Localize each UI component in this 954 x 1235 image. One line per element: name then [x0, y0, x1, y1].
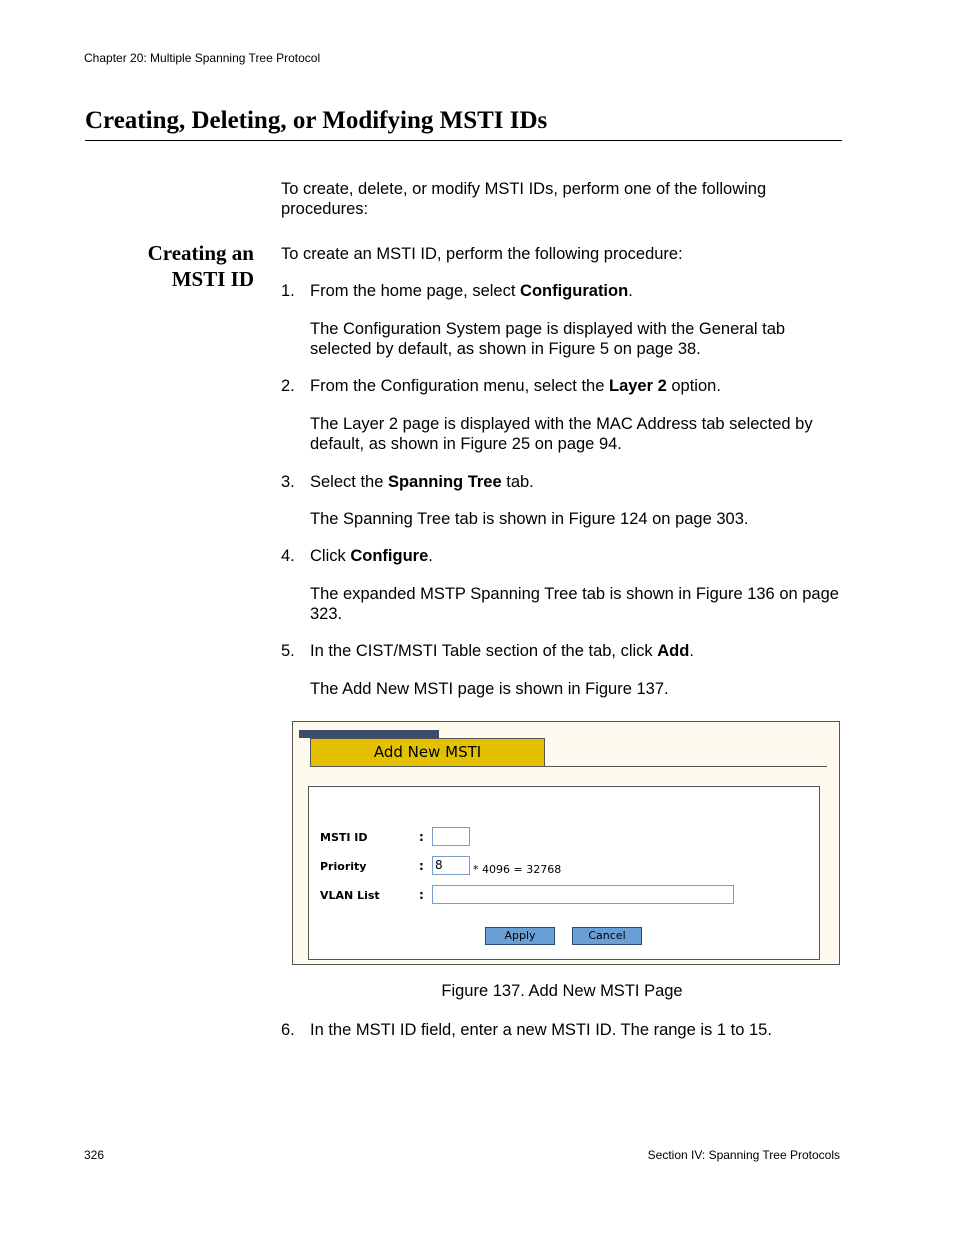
step-number: 3.: [281, 473, 295, 491]
priority-input[interactable]: 8: [432, 856, 470, 875]
step-number: 2.: [281, 377, 295, 395]
section-heading-line1: Creating an: [147, 241, 254, 265]
cancel-button[interactable]: Cancel: [572, 927, 642, 945]
step-instruction: In the CIST/MSTI Table section of the tab, click Add.: [310, 642, 694, 660]
step-number: 6.: [281, 1021, 295, 1039]
intro-paragraph: To create, delete, or modify MSTI IDs, perform one of the following procedures:: [281, 180, 767, 218]
priority-colon: :: [419, 859, 424, 873]
step-instruction: From the home page, select Configuration.: [310, 282, 633, 300]
step-instruction: In the MSTI ID field, enter a new MSTI ID. The range is 1 to 15.: [310, 1021, 772, 1039]
running-header: Chapter 20: Multiple Spanning Tree Protocol: [84, 51, 321, 65]
step-instruction: Select the Spanning Tree tab.: [310, 473, 534, 491]
step-instruction: From the Configuration menu, select the Layer 2 option.: [310, 377, 721, 395]
step-note: The Add New MSTI page is shown in Figure 137.: [310, 680, 669, 698]
vlan-list-colon: :: [419, 888, 424, 902]
tab-add-new-msti[interactable]: Add New MSTI: [310, 738, 545, 767]
step-note: The Spanning Tree tab is shown in Figure 124 on page 303.: [310, 510, 749, 528]
priority-label: Priority: [320, 860, 367, 873]
vlan-list-input[interactable]: [432, 885, 734, 904]
apply-button[interactable]: Apply: [485, 927, 555, 945]
step-number: 5.: [281, 642, 295, 660]
msti-id-input[interactable]: [432, 827, 470, 846]
section-intro: To create an MSTI ID, perform the following procedure:: [281, 245, 683, 263]
page-title: Creating, Deleting, or Modifying MSTI IDs: [85, 106, 842, 141]
page-number: 326: [84, 1148, 105, 1162]
section-heading: [120, 240, 254, 292]
step-instruction: Click Configure.: [310, 547, 433, 565]
msti-id-label: MSTI ID: [320, 831, 368, 844]
step-number: 1.: [281, 282, 295, 300]
priority-hint: * 4096 = 32768: [473, 863, 562, 876]
form-panel: [308, 786, 820, 960]
step-number: 4.: [281, 547, 295, 565]
section-footer: Section IV: Spanning Tree Protocols: [647, 1148, 840, 1162]
tab-bar: [299, 730, 439, 738]
step-note: The Layer 2 page is displayed with the MAC Address tab selected by default, as shown in Figure 25 on page 94.: [310, 415, 813, 453]
msti-id-colon: :: [419, 830, 424, 844]
section-heading-line2: MSTI ID: [171, 267, 254, 291]
step-note: The expanded MSTP Spanning Tree tab is shown in Figure 136 on page 323.: [310, 585, 839, 623]
tab-divider: [545, 766, 827, 767]
add-new-msti-figure: [292, 721, 840, 965]
step-note: The Configuration System page is displayed with the General tab selected by default, as shown in Figure 5 on page 38.: [310, 320, 786, 358]
vlan-list-label: VLAN List: [320, 889, 380, 902]
figure-caption: Figure 137. Add New MSTI Page: [441, 982, 683, 1000]
